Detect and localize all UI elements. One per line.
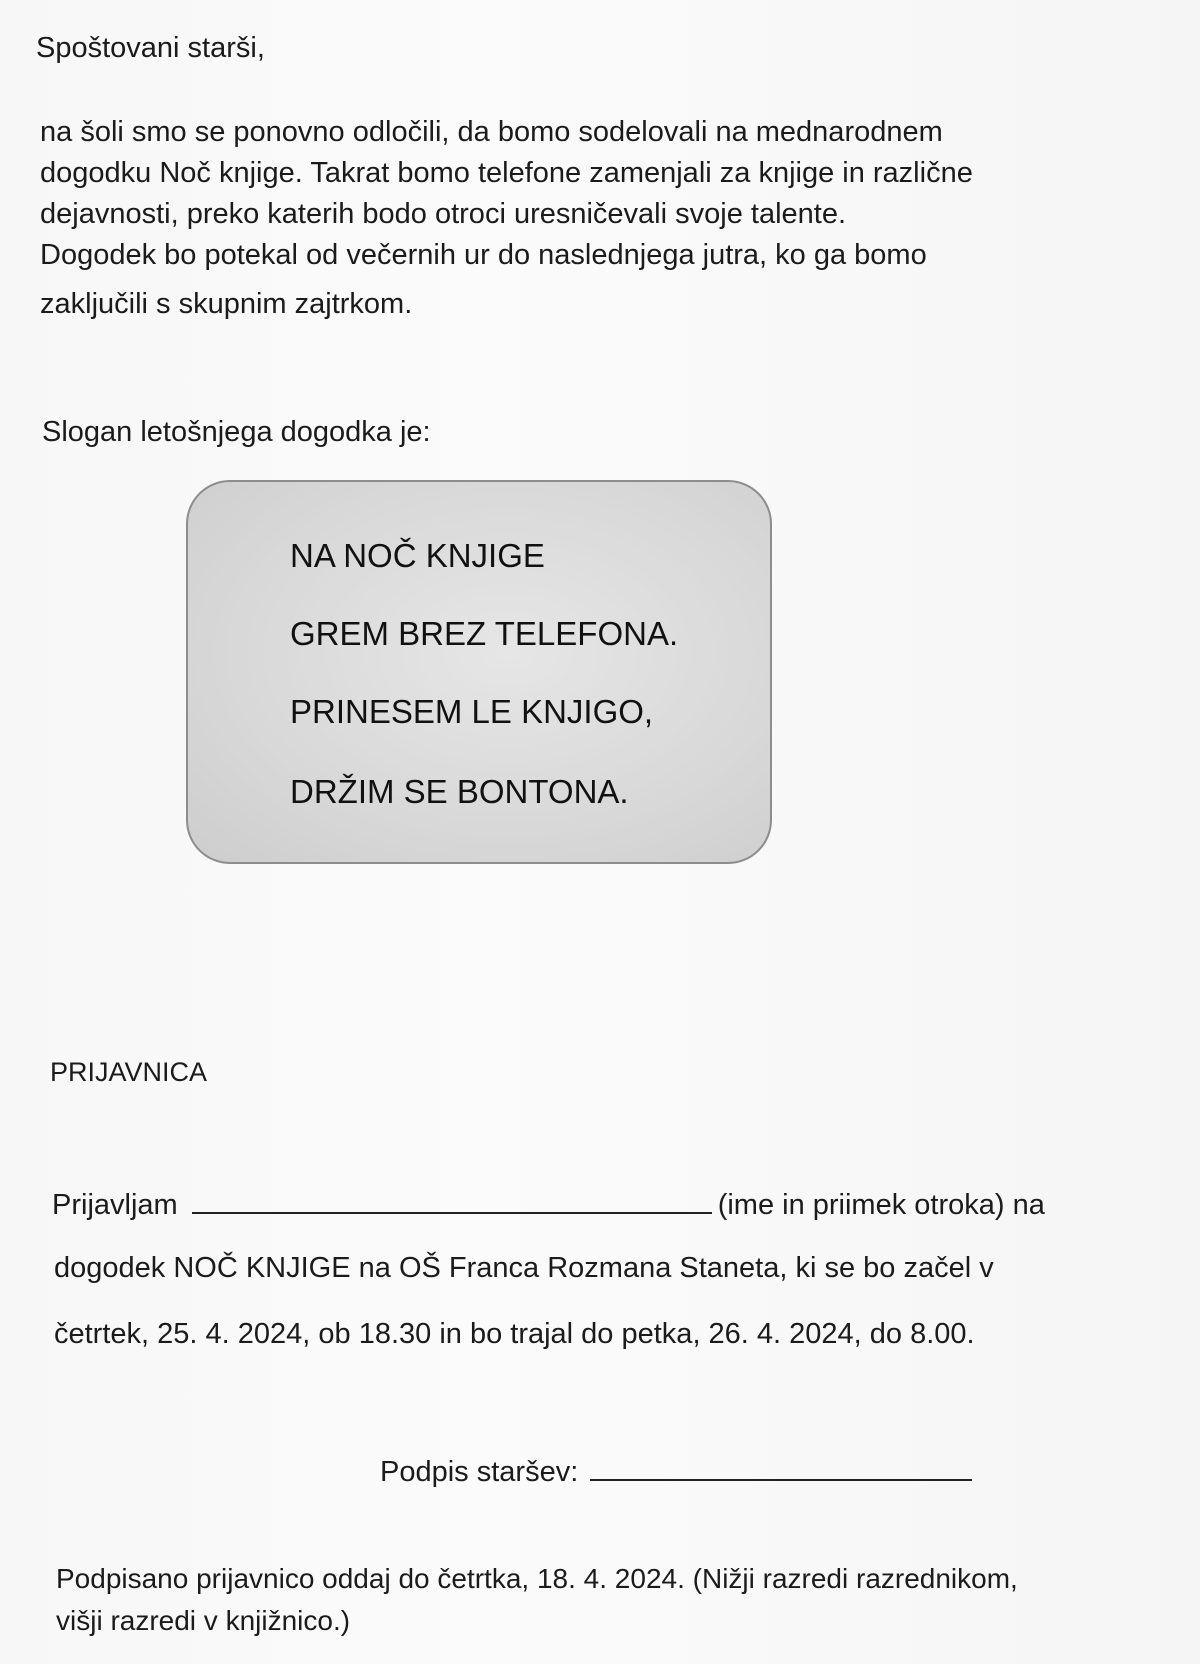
paragraph-line: Dogodek bo potekal od večernih ur do naslednjega jutra, ko ga bomo <box>40 239 927 271</box>
registration-prefix: Prijavljam <box>52 1189 178 1221</box>
signature-label: Podpis staršev: <box>380 1456 579 1488</box>
slogan-line: GREM BREZ TELEFONA. <box>290 615 679 652</box>
registration-line <box>52 1184 1045 1225</box>
slogan-box <box>186 480 772 864</box>
paragraph-line: na šoli smo se ponovno odločili, da bomo sodelovali na mednarodnem <box>40 116 943 148</box>
event-description-line: dogodek NOČ KNJIGE na OŠ Franca Rozmana Staneta, ki se bo začel v <box>54 1252 994 1284</box>
event-dates-line: četrtek, 25. 4. 2024, ob 18.30 in bo trajal do petka, 26. 4. 2024, do 8.00. <box>54 1318 975 1350</box>
signature-row <box>380 1452 972 1492</box>
registration-suffix: (ime in priimek otroka) na <box>717 1189 1045 1221</box>
slogan-intro: Slogan letošnjega dogodka je: <box>42 416 431 448</box>
form-heading: PRIJAVNICA <box>50 1057 208 1087</box>
paragraph-line: dogodku Noč knjige. Takrat bomo telefone zamenjali za knjige in različne <box>40 157 973 189</box>
paragraph-line: zaključili s skupnim zajtrkom. <box>40 288 413 320</box>
slogan-line: DRŽIM SE BONTONA. <box>290 773 629 810</box>
parent-signature-field[interactable] <box>590 1453 972 1481</box>
slogan-line: NA NOČ KNJIGE <box>290 537 545 574</box>
submission-note <box>56 1558 1018 1642</box>
paragraph-line: dejavnosti, preko katerih bodo otroci uresničevali svoje talente. <box>40 198 847 230</box>
note-line: višji razredi v knjižnico.) <box>56 1605 351 1636</box>
intro-paragraph <box>40 112 973 325</box>
note-line: Podpisano prijavnico oddaj do četrtka, 18. 4. 2024. (Nižji razredi razrednikom, <box>56 1563 1018 1594</box>
child-name-field[interactable] <box>192 1184 712 1214</box>
slogan-line: PRINESEM LE KNJIGO, <box>290 693 654 730</box>
salutation: Spoštovani starši, <box>36 32 265 64</box>
